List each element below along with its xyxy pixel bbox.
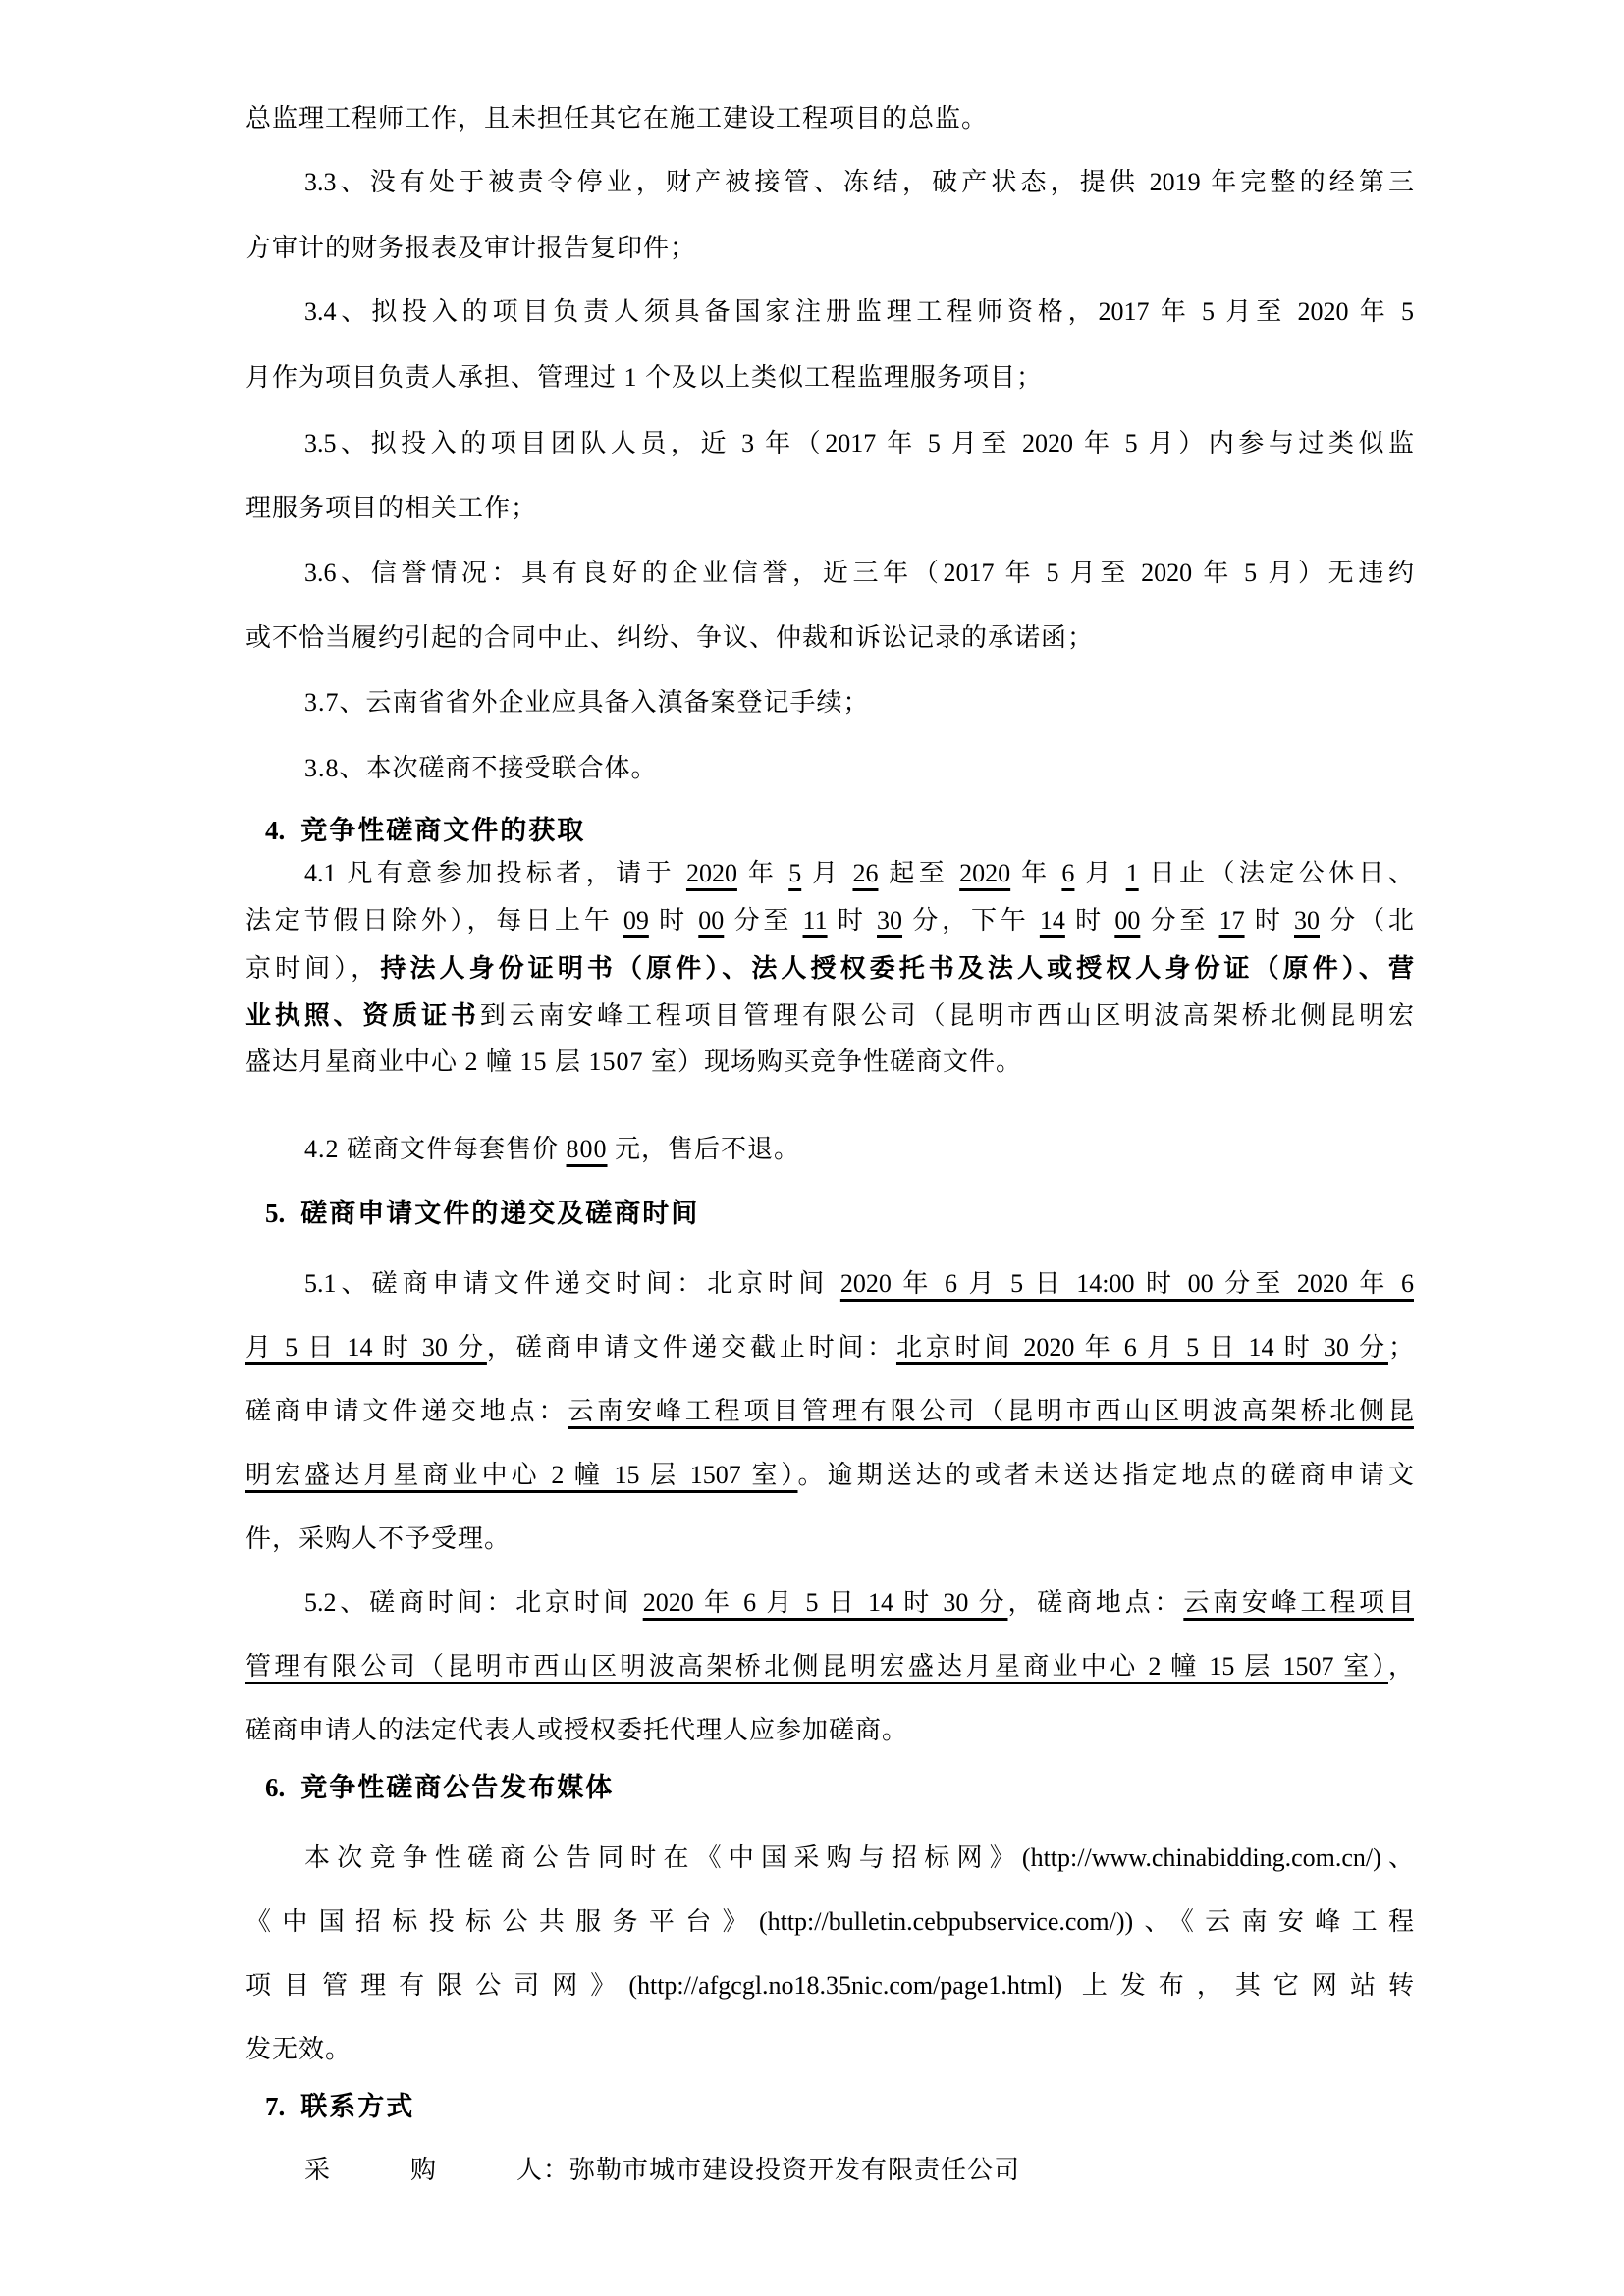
text-run: 元，售后不退。 <box>607 1135 801 1163</box>
text-line <box>245 1713 1414 1748</box>
text-line <box>245 1266 1414 1302</box>
text-run: 件，采购人不予受理。 <box>245 1524 512 1553</box>
text-run: 。逾期送达的或者未送达指定地点的磋商申请文 <box>797 1461 1414 1489</box>
text-run: 分至 <box>724 906 803 934</box>
text-line <box>245 903 1414 938</box>
text-run: 分，下午 <box>902 906 1040 934</box>
text-line <box>245 856 1414 891</box>
underlined-text: 800 <box>566 1135 608 1163</box>
underlined-text: 明宏盛达月星商业中心 2 幢 15 层 1507 室） <box>245 1461 798 1489</box>
underlined-text: 管理有限公司（昆明市西山区明波高架桥北侧昆明宏盛达月星商业中心 2 幢 15 层 1507 室） <box>245 1652 1388 1681</box>
underlined-text: 2020 <box>685 859 737 887</box>
text-line <box>245 294 1414 330</box>
text-run: ，磋商申请文件递交截止时间： <box>486 1333 896 1362</box>
section-heading-number: 5. <box>265 1199 286 1228</box>
text-run: 3.7、云南省省外企业应具备入滇备案登记手续； <box>304 688 870 717</box>
text-run: 磋商申请人的法定代表人或授权委托代理人应参加磋商。 <box>245 1716 909 1744</box>
text-run: 日止（法定公休日、 <box>1138 859 1414 887</box>
underlined-text: 30 <box>877 906 903 934</box>
section-heading-number: 4. <box>265 816 286 845</box>
text-line <box>245 165 1414 200</box>
section-heading <box>245 1770 1434 1805</box>
text-run: ， <box>1387 1652 1414 1681</box>
underlined-text: 00 <box>1114 906 1141 934</box>
text-run: 4.1 凡有意参加投标者，请于 <box>304 859 686 887</box>
section-heading-text: 联系方式 <box>300 2092 415 2121</box>
text-run: 到云南安峰工程项目管理有限公司（昆明市西山区明波高架桥北侧昆明宏 <box>479 1001 1414 1030</box>
text-run: 理服务项目的相关工作； <box>245 494 538 522</box>
underlined-text: 09 <box>623 906 649 934</box>
text-run: 分（北 <box>1320 906 1414 934</box>
section-heading-number: 7. <box>265 2092 286 2121</box>
underlined-text: 北京时间 2020 年 6 月 5 日 14 时 30 分 <box>895 1333 1388 1362</box>
bold-text: 持法人身份证明书（原件）、法人授权委托书及法人或授权人身份证（原件）、营 <box>380 953 1414 983</box>
underlined-text: 1 <box>1125 859 1139 887</box>
underlined-text: 5 <box>788 859 802 887</box>
section-heading-number: 6. <box>265 1773 286 1802</box>
text-line <box>245 685 1414 721</box>
text-line <box>245 1044 1414 1080</box>
text-run: 项目管理有限公司网》(http://afgcgl.no18.35nic.com/page1.html) 上发布，其它网站转 <box>245 1971 1414 2000</box>
underlined-text: 17 <box>1218 906 1245 934</box>
text-run: 5.2、磋商时间：北京时间 <box>304 1588 643 1617</box>
text-run: 分至 <box>1140 906 1219 934</box>
text-run: 法定节假日除外），每日上午 <box>245 906 623 934</box>
text-run: 或不恰当履约引起的合同中止、纠纷、争议、仲裁和诉讼记录的承诺函； <box>245 623 1095 652</box>
text-run: 本次竞争性磋商公告同时在《中国采购与招标网》(http://www.chinabidding.com.cn/)、 <box>304 1843 1414 1872</box>
section-heading-text: 竞争性磋商文件的获取 <box>300 816 586 845</box>
text-run: 年 <box>1010 859 1062 887</box>
text-run: 总监理工程师工作，且未担任其它在施工建设工程项目的总监。 <box>245 104 989 133</box>
section-heading-text: 磋商申请文件的递交及磋商时间 <box>300 1199 700 1228</box>
text-line <box>245 2032 1414 2067</box>
text-line <box>245 491 1414 526</box>
text-line <box>245 2153 1414 2188</box>
text-run: 京时间）， <box>245 954 381 983</box>
underlined-text: 2020 <box>959 859 1011 887</box>
text-line <box>245 1458 1414 1493</box>
underlined-text: 2020 年 6 月 5 日 14:00 时 00 分至 2020 年 6 <box>839 1269 1414 1298</box>
underlined-text: 云南安峰工程项目 <box>1183 1588 1414 1617</box>
text-run: 年 <box>736 859 789 887</box>
text-run: 3.6、信誉情况：具有良好的企业信誉，近三年（2017 年 5 月至 2020 年 5 月）无违约 <box>304 559 1414 587</box>
text-line <box>245 360 1414 396</box>
text-run: 方审计的财务报表及审计报告复印件； <box>245 234 697 262</box>
underlined-text: 云南安峰工程项目管理有限公司（昆明市西山区明波高架桥北侧昆 <box>568 1397 1414 1425</box>
text-run: 采 购 人：弥勒市城市建设投资开发有限责任公司 <box>304 2156 1021 2184</box>
underlined-text: 6 <box>1061 859 1075 887</box>
text-line <box>245 1968 1414 2003</box>
text-line <box>245 1522 1414 1557</box>
text-run: ； <box>1387 1333 1414 1362</box>
text-run: 3.5、拟投入的项目团队人员，近 3 年（2017 年 5 月至 2020 年 5 月）内参与过类似监 <box>304 429 1414 457</box>
text-line <box>245 1394 1414 1429</box>
text-line <box>245 751 1414 786</box>
text-run: 时 <box>1244 906 1294 934</box>
text-run: 发无效。 <box>245 2035 352 2063</box>
text-line <box>245 1132 1414 1167</box>
text-line <box>245 231 1414 266</box>
text-run: 5.1、磋商申请文件递交时间：北京时间 <box>304 1269 840 1298</box>
underlined-text: 26 <box>852 859 879 887</box>
underlined-text: 11 <box>802 906 828 934</box>
underlined-text: 30 <box>1294 906 1320 934</box>
text-run: 时 <box>827 906 878 934</box>
text-line <box>245 1904 1414 1940</box>
text-run: ，磋商地点： <box>1007 1588 1184 1617</box>
text-line <box>245 1585 1414 1621</box>
text-line <box>245 620 1414 656</box>
section-heading <box>245 2089 1434 2124</box>
text-run: 时 <box>1064 906 1115 934</box>
text-line <box>245 1330 1414 1365</box>
text-run: 盛达月星商业中心 2 幢 15 层 1507 室）现场购买竞争性磋商文件。 <box>245 1047 1023 1076</box>
underlined-text: 14 <box>1039 906 1065 934</box>
text-run: 月作为项目负责人承担、管理过 1 个及以上类似工程监理服务项目； <box>245 363 1044 392</box>
text-line <box>245 556 1414 591</box>
text-run: 3.3、没有处于被责令停业，财产被接管、冻结，破产状态，提供 2019 年完整的经第三 <box>304 168 1414 196</box>
underlined-text: 月 5 日 14 时 30 分 <box>245 1333 487 1362</box>
section-heading-text: 竞争性磋商公告发布媒体 <box>300 1773 615 1802</box>
underlined-text: 2020 年 6 月 5 日 14 时 30 分 <box>642 1588 1008 1617</box>
text-run: 3.4、拟投入的项目负责人须具备国家注册监理工程师资格，2017 年 5 月至 2020 年 5 <box>304 297 1414 326</box>
text-run: 磋商申请文件递交地点： <box>245 1397 568 1425</box>
text-run: 《中国招标投标公共服务平台》(http://bulletin.cebpubservice.com/))、《云南安峰工程 <box>245 1907 1414 1936</box>
text-line <box>245 426 1414 461</box>
underlined-text: 00 <box>698 906 725 934</box>
text-line <box>245 101 1414 136</box>
bold-text: 业执照、资质证书 <box>245 1000 480 1030</box>
text-run: 起至 <box>878 859 960 887</box>
text-run: 3.8、本次磋商不接受联合体。 <box>304 754 658 782</box>
text-run: 月 <box>1074 859 1126 887</box>
text-run: 时 <box>648 906 699 934</box>
text-run: 4.2 磋商文件每套售价 <box>304 1135 567 1163</box>
text-run: 月 <box>801 859 853 887</box>
text-line <box>245 1841 1414 1876</box>
section-heading <box>245 1196 1434 1231</box>
section-heading <box>245 813 1434 848</box>
text-line <box>245 1649 1414 1684</box>
text-line <box>245 950 1414 987</box>
text-line <box>245 997 1414 1034</box>
